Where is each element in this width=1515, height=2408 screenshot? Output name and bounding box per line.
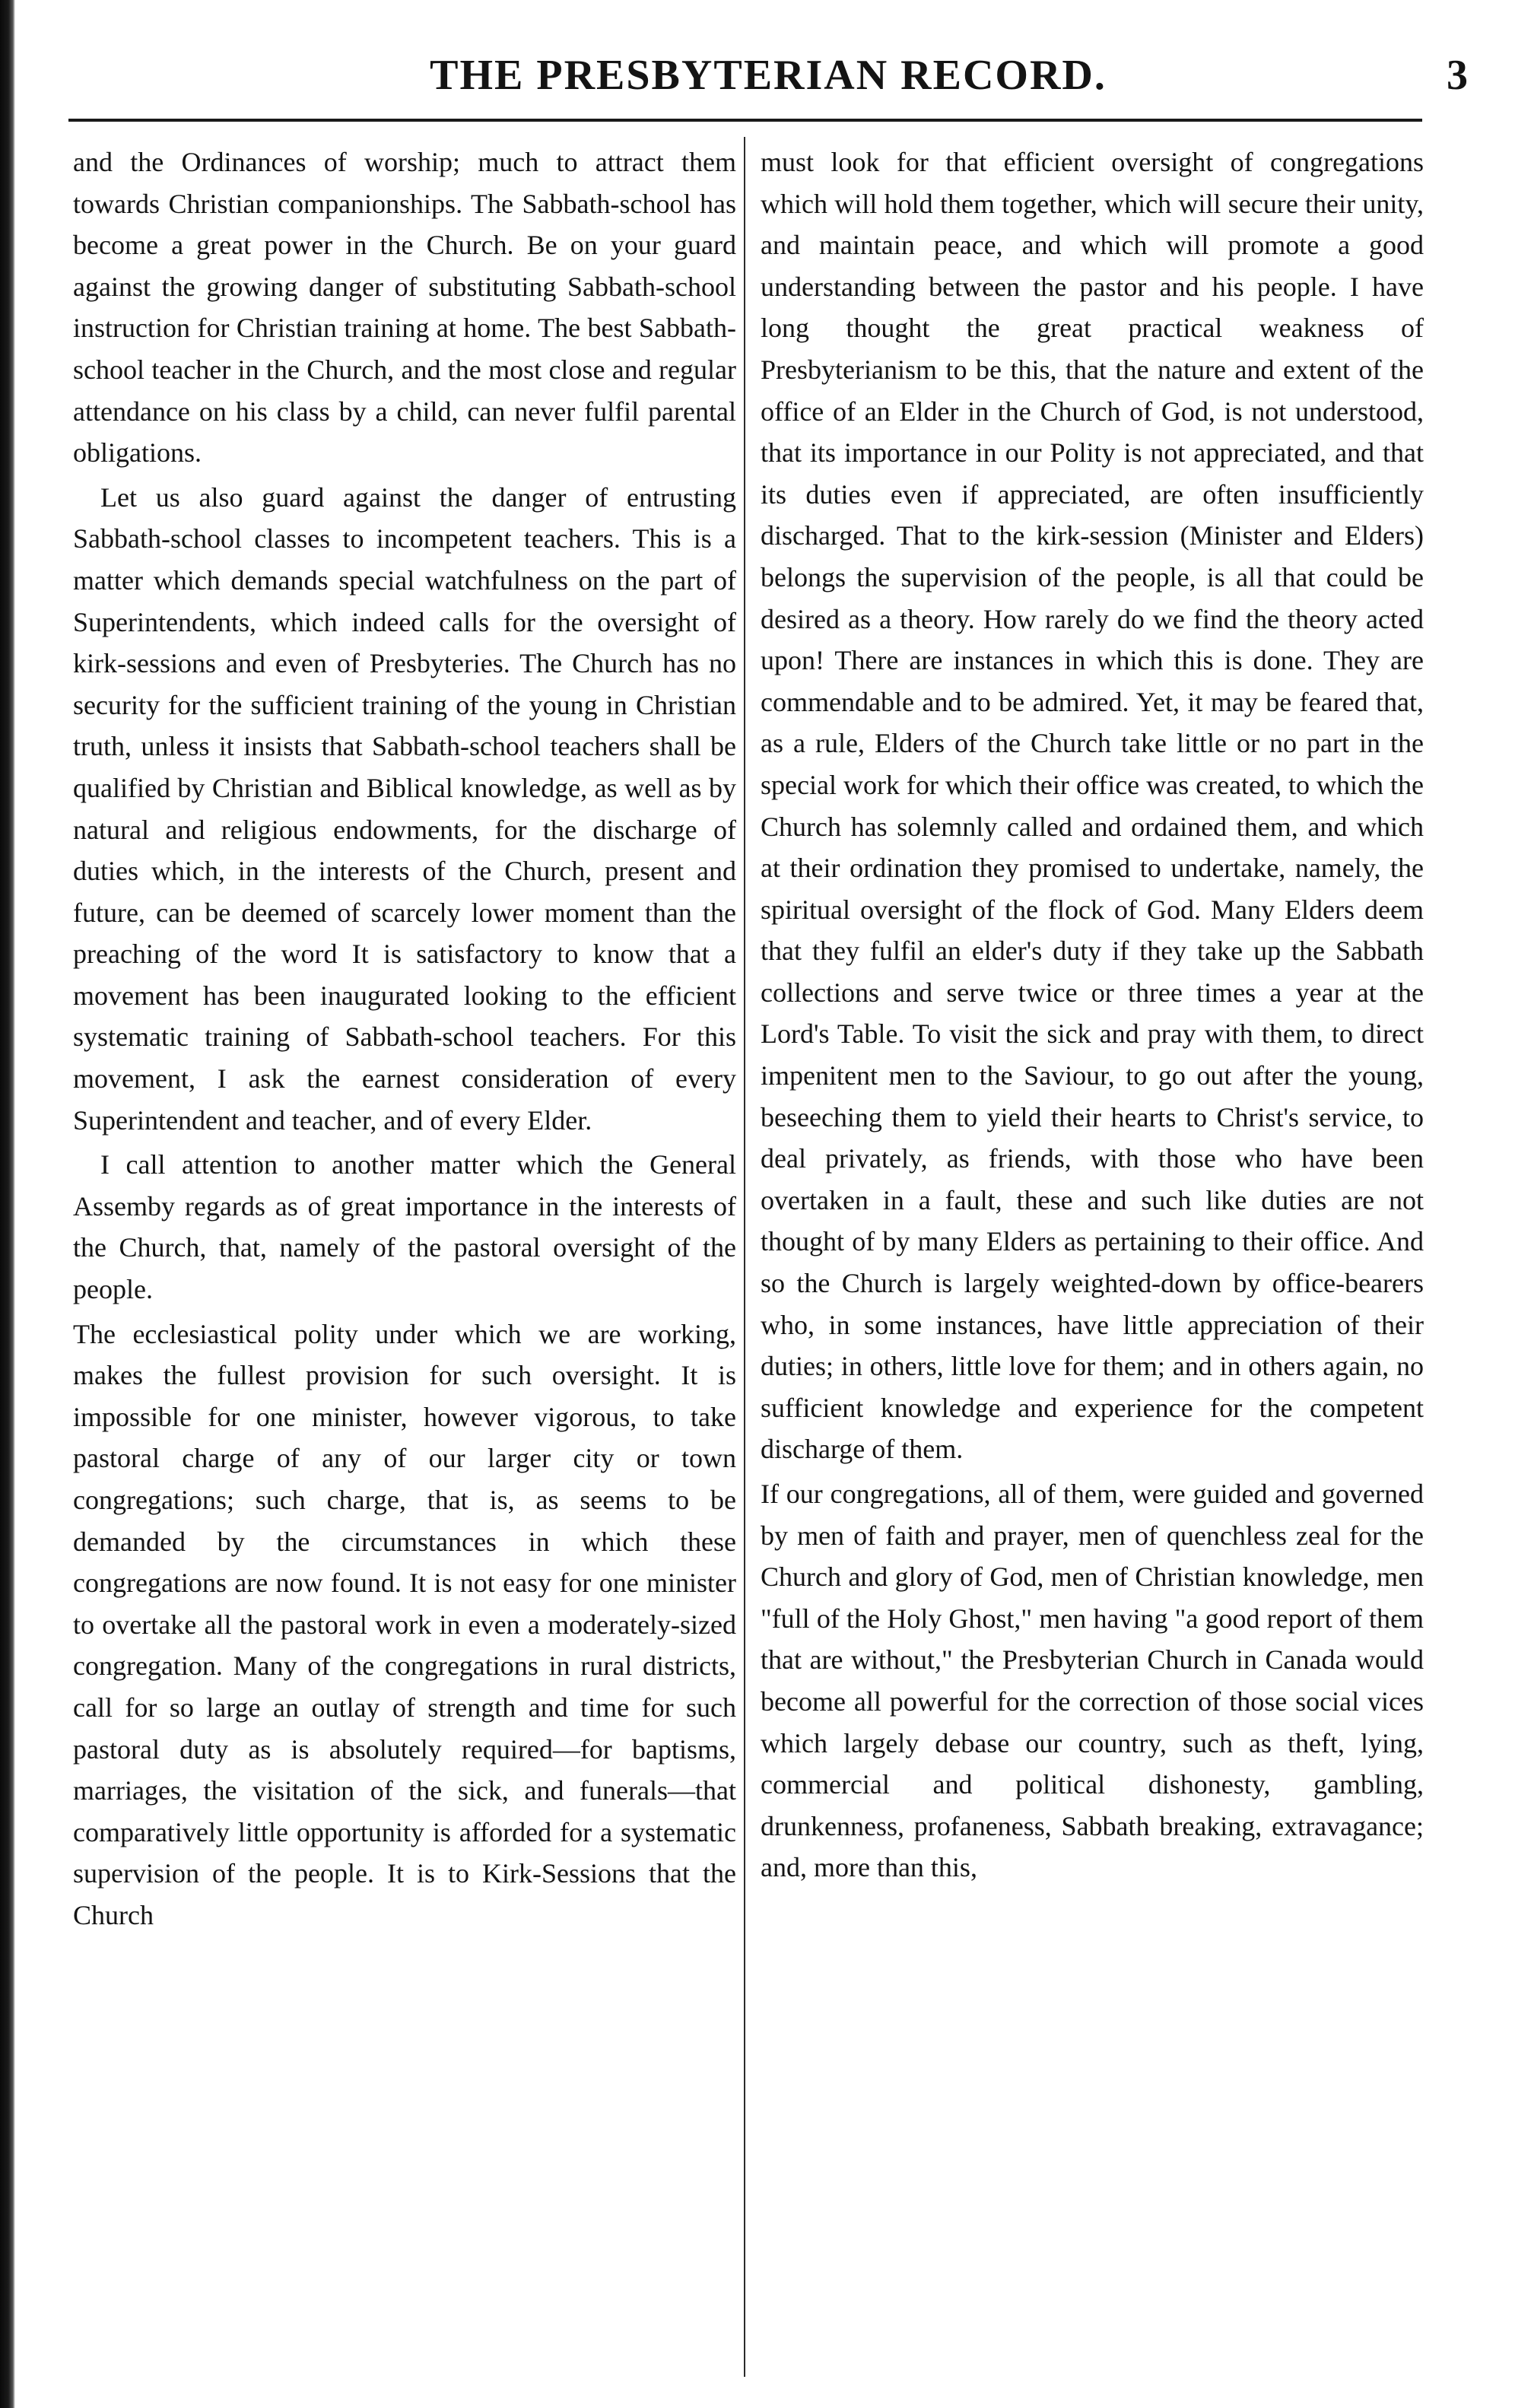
right-column xyxy=(761,141,1424,1889)
paragraph: and the Ordinances of worship; much to attract them towards Christian companionships. The Sabbath-school has become a great power in the Church. Be on your guard against the growing danger of substituting Sabbath-school instruction for Christian training at home. The best Sabbath-school teacher in the Church, and the most close and regular attendance on his class by a child, can never fulfil parental obligations. xyxy=(73,147,736,469)
paragraph: must look for that efficient oversight of congregations which will hold them together, which will secure their unity, and maintain peace, and which will promote a good understanding between the pastor and his people. I have long thought the great practical weakness of Presbyterianism to be this, that the nature and extent of the office of an Elder in the Church of God, is not understood, that its importance in our Polity is not appreciated, and that its duties even if appreciated, are often insufficiently discharged. That to the kirk-session (Minister and Elders) belongs the supervision of the people, is all that could be desired as a theory. How rarely do we find the theory acted upon! There are instances in which this is done. They are commendable and to be admired. Yet, it may be feared that, as a rule, Elders of the Church take little or no part in the special work for which their office was created, to which the Church has solemnly called and ordained them, and which at their ordination they promised to undertake, namely, the spiritual oversight of the flock of God. Many Elders deem that they fulfil an elder's duty if they take up the Sabbath collections and serve twice or three times a year at the Lord's Table. To visit the sick and pray with them, to direct impenitent men to the Saviour, to go out after the young, beseeching them to yield their hearts to Christ's service, to deal privately, as friends, with those who have been overtaken in a fault, these and such like duties are not thought of by many Elders as pertaining to their office. And so the Church is largely weighted-down by office-bearers who, in some instances, have little appreciation of their duties; in others, little love for them; and in others again, no sufficient knowledge and experience for the competent discharge of them. xyxy=(761,147,1424,1465)
page-binding-edge xyxy=(0,0,15,2408)
page-header xyxy=(68,44,1468,105)
header-rule xyxy=(68,119,1422,122)
column-divider xyxy=(744,137,745,2377)
paragraph: I call attention to another matter which the General Assemby regards as of great importance in the interests of the Church, that, namely of the pastoral oversight of the people. xyxy=(73,1149,736,1305)
paragraph: Let us also guard against the danger of entrusting Sabbath-school classes to incompetent teachers. This is a matter which demands special watchfulness on the part of Superintendents, which indeed calls for the oversight of kirk-sessions and even of Presbyteries. The Church has no security for the sufficient training of the young in Christian truth, unless it insists that Sabbath-school teachers shall be qualified by Christian and Biblical knowledge, as well as by natural and religious endowments, for the discharge of duties which, in the interests of the Church, present and future, can be deemed of scarcely lower moment than the preaching of the word It is satisfactory to know that a movement has been inaugurated looking to the efficient systematic training of Sabbath-school teachers. For this movement, I ask the earnest consideration of every Superintendent and teacher, and of every Elder. xyxy=(73,481,736,1136)
publication-title: THE PRESBYTERIAN RECORD. xyxy=(430,52,1107,99)
paragraph: If our congregations, all of them, were guided and governed by men of faith and prayer, men of quenchless zeal for the Church and glory of God, men of Christian knowledge, men "full of the Holy Ghost," men having "a good report of them that are without," the Presbyterian Church in Canada would become all powerful for the correction of those social vices which largely debase our country, such as theft, lying, commercial and political dishonesty, gambling, drunkenness, profaneness, Sabbath breaking, extravagance; and, more than this, xyxy=(761,1479,1424,1883)
paragraph: The ecclesiastical polity under which we are working, makes the fullest provision for such oversight. It is impossible for one minister, however vigorous, to take pastoral charge of any of our larger city or town congregations; such charge, that is, as seems to be demanded by the circumstances in which these congregations are now found. It is not easy for one minister to overtake all the pastoral work in even a moderately-sized congregation. Many of the congregations in rural districts, call for so large an outlay of strength and time for such pastoral duty as is absolutely required—for baptisms, marriages, the visitation of the sick, and funerals—that comparatively little opportunity is afforded for a systematic supervision of the people. It is to Kirk-Sessions that the Church xyxy=(73,1318,736,1930)
left-column xyxy=(73,141,736,1936)
page-number: 3 xyxy=(1447,52,1468,99)
